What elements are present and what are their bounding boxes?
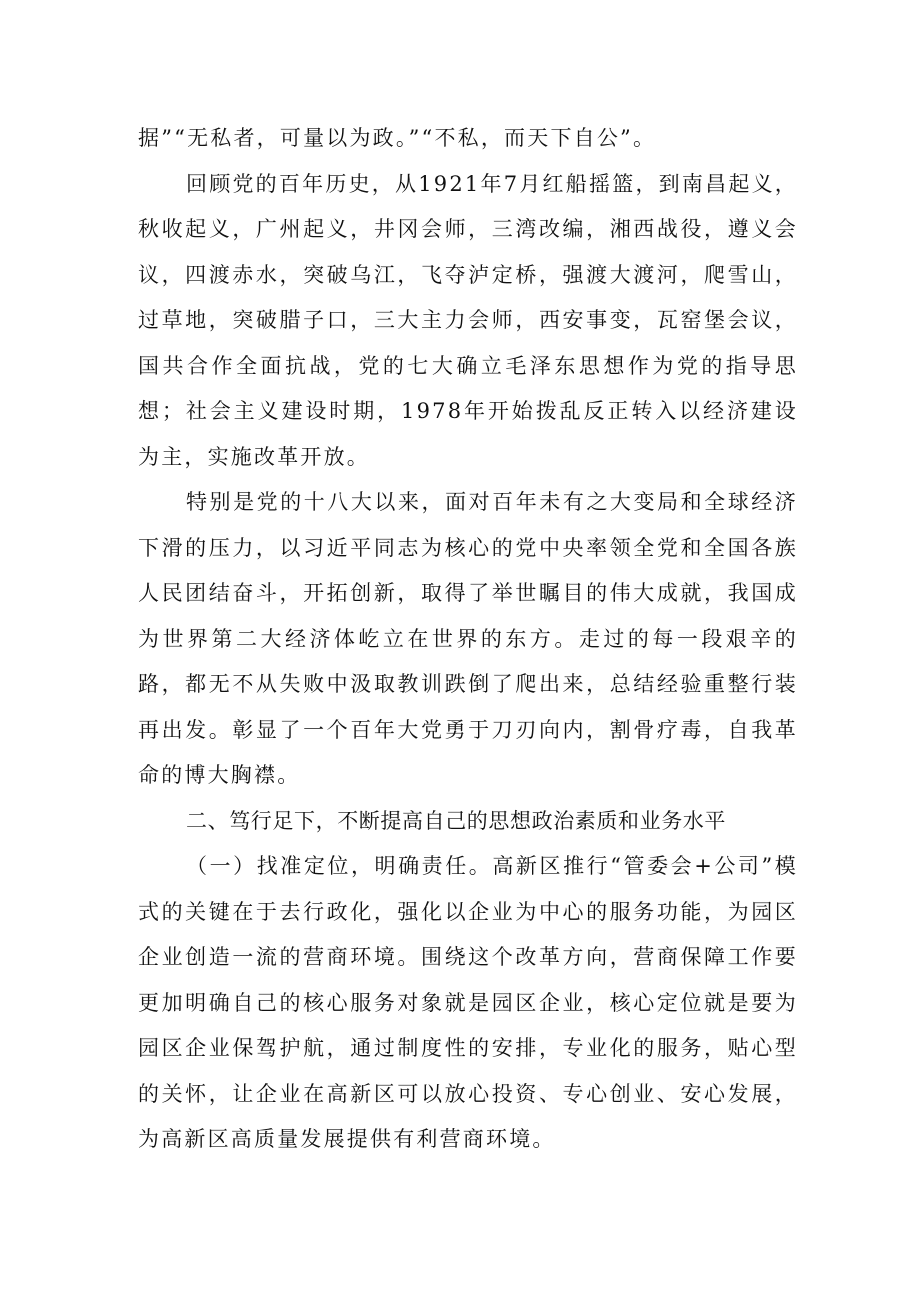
document-body — [138, 116, 798, 1163]
paragraph-history: 回顾党的百年历史，从1921年7月红船摇篮，到南昌起义，秋收起义，广州起义，井冈会师，三湾改编，湘西战役，遵义会议，四渡赤水，突破乌江，飞夺泸定桥，强渡大渡河，爬雪山，过草地，突破腊子口，三大主力会师，西安事变，瓦窑堡会议，国共合作全面抗战，党的七大确立毛泽东思想作为党的指导思想；社会主义建设时期，1978年开始拨乱反正转入以经济建设为主，实施改革开放。 — [138, 171, 798, 469]
paragraph-positioning: （一）找准定位，明确责任。高新区推行“管委会+公司”模式的关键在于去行政化，强化以企业为中心的服务功能，为园区企业创造一流的营商环境。围绕这个改革方向，营商保障工作要更加明确自己的核心服务对象就是园区企业，核心定位就是要为园区企业保驾护航，通过制度性的安排，专业化的服务，贴心型的关怀，让企业在高新区可以放心投资、专心创业、安心发展，为高新区高质量发展提供有利营商环境。 — [138, 854, 798, 1151]
section-heading: 二、笃行足下，不断提高自己的思想政治素质和业务水平 — [186, 808, 726, 833]
paragraph-continuation: 据”“无私者，可量以为政。”“不私，而天下自公”。 — [138, 126, 657, 150]
paragraph-achievements: 特别是党的十八大以来，面对百年未有之大变局和全球经济下滑的压力，以习近平同志为核心的党中央率领全党和全国各族人民团结奋斗，开拓创新，取得了举世瞩目的伟大成就，我国成为世界第二大经济体屹立在世界的东方。走过的每一段艰辛的路，都无不从失败中汲取教训跌倒了爬出来，总结经验重整行装再出发。彰显了一个百年大党勇于刀刃向内，割骨疗毒，自我革命的博大胸襟。 — [138, 490, 798, 787]
